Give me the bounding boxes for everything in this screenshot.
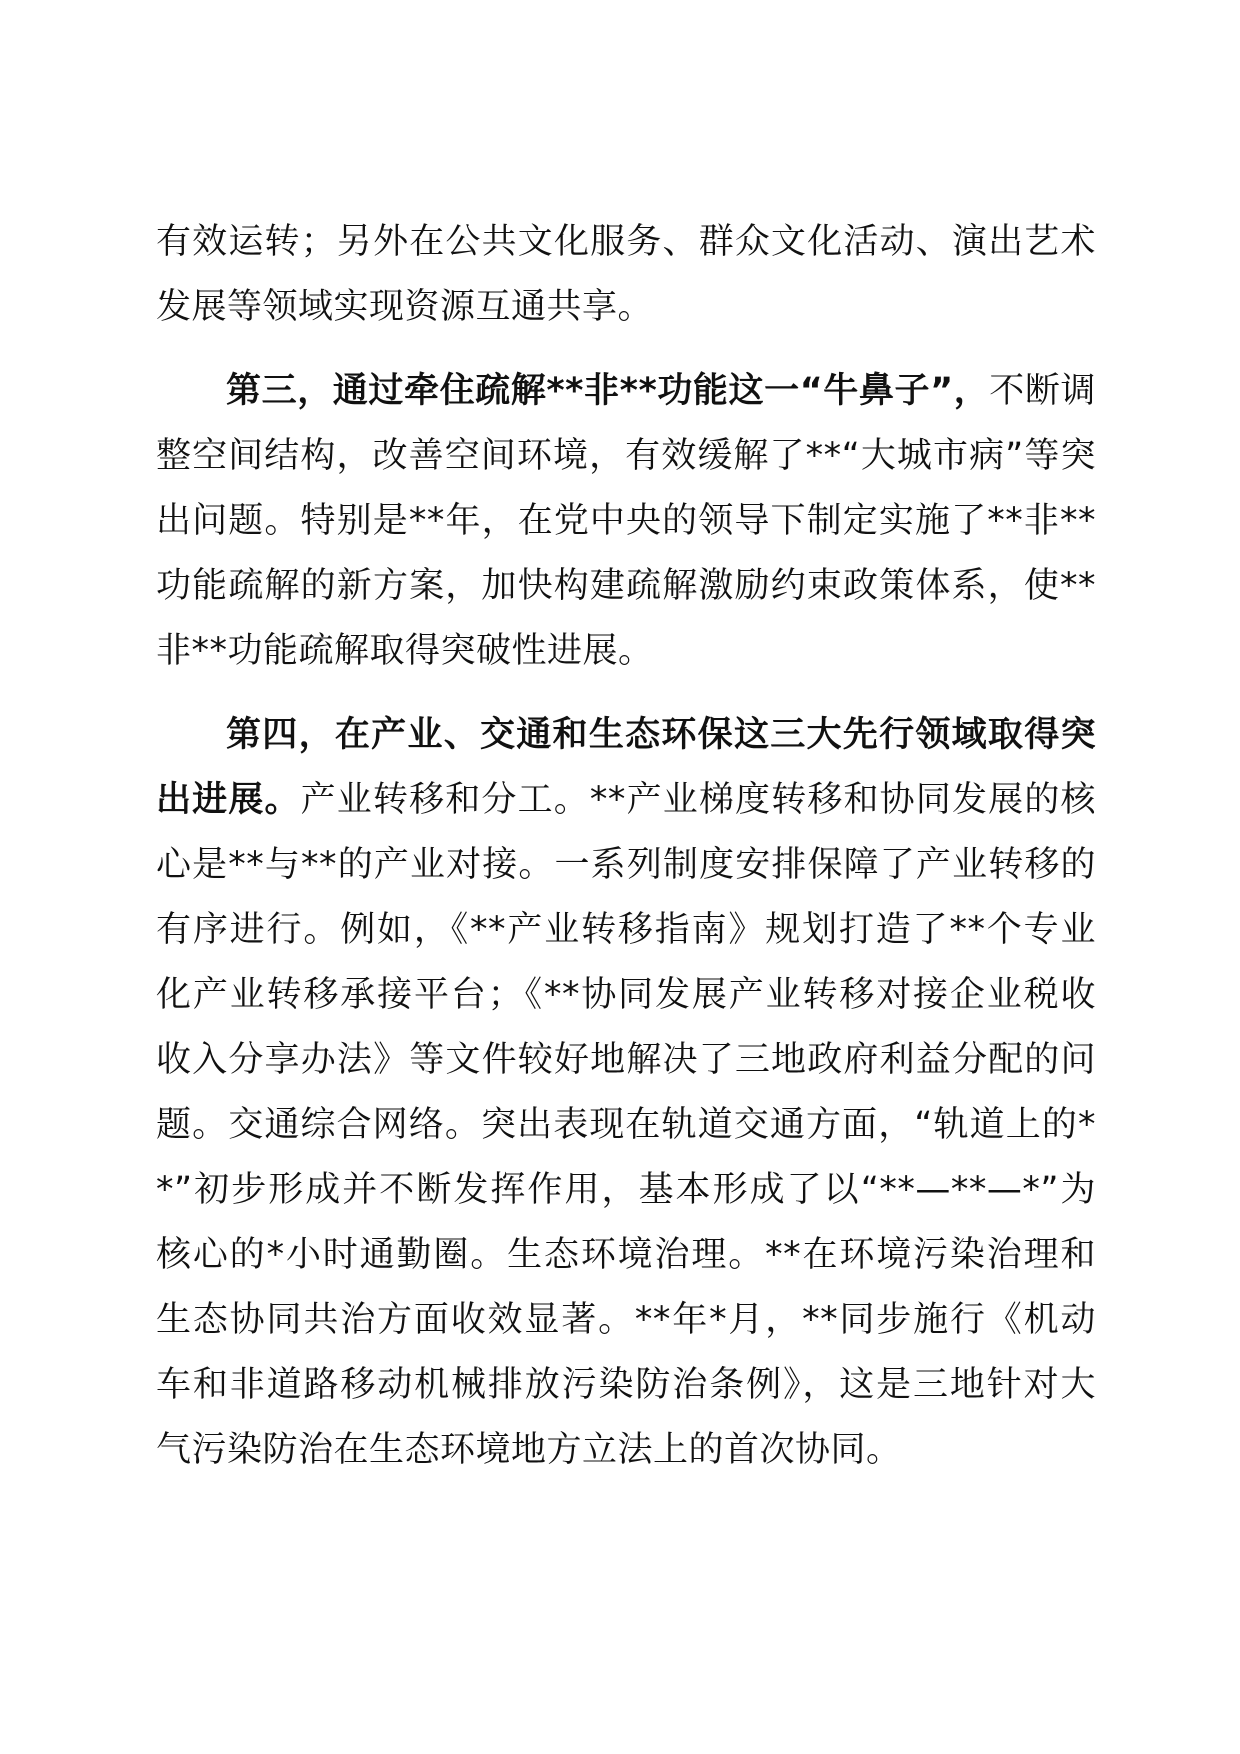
- paragraph-fourth-point: [156, 703, 1096, 1483]
- paragraph-text: 产业转移和分工。**产业梯度转移和协同发展的核心是**与**的产业对接。一系列制度安排保障了产业转移的有序进行。例如，《**产业转移指南》规划打造了**个专业化产业转移承接平台；《**协同发展产业转移对接企业税收收入分享办法》等文件较好地解决了三地政府利益分配的问题。交通综合网络。突出表现在轨道交通方面，“轨道上的**”初步形成并不断发挥作用，基本形成了以“**—**—*”为核心的*小时通勤圈。生态环境治理。**在环境污染治理和生态协同共治方面收效显著。**年*月，**同步施行《机动车和非道路移动机械排放污染防治条例》，这是三地针对大气污染防治在生态环境地方立法上的首次协同。: [156, 780, 1096, 1470]
- paragraph-lead-heading: 第三，通过牵住疏解**非**功能这一“牛鼻子”，: [226, 371, 990, 411]
- document-body: [156, 210, 1096, 1502]
- paragraph-text: 有效运转；另外在公共文化服务、群众文化活动、演出艺术发展等领域实现资源互通共享。: [156, 222, 1096, 327]
- paragraph-text: 不断调整空间结构，改善空间环境，有效缓解了**“大城市病”等突出问题。特别是**年，在党中央的领导下制定实施了**非**功能疏解的新方案，加快构建疏解激励约束政策体系，使**非**功能疏解取得突破性进展。: [156, 371, 1096, 671]
- paragraph-third-point: [156, 359, 1096, 684]
- paragraph-lead-heading: 第四，在产业、交通和生态环保这三大先行领域取得突出进展。: [156, 715, 1096, 820]
- paragraph-continuation: [156, 210, 1096, 340]
